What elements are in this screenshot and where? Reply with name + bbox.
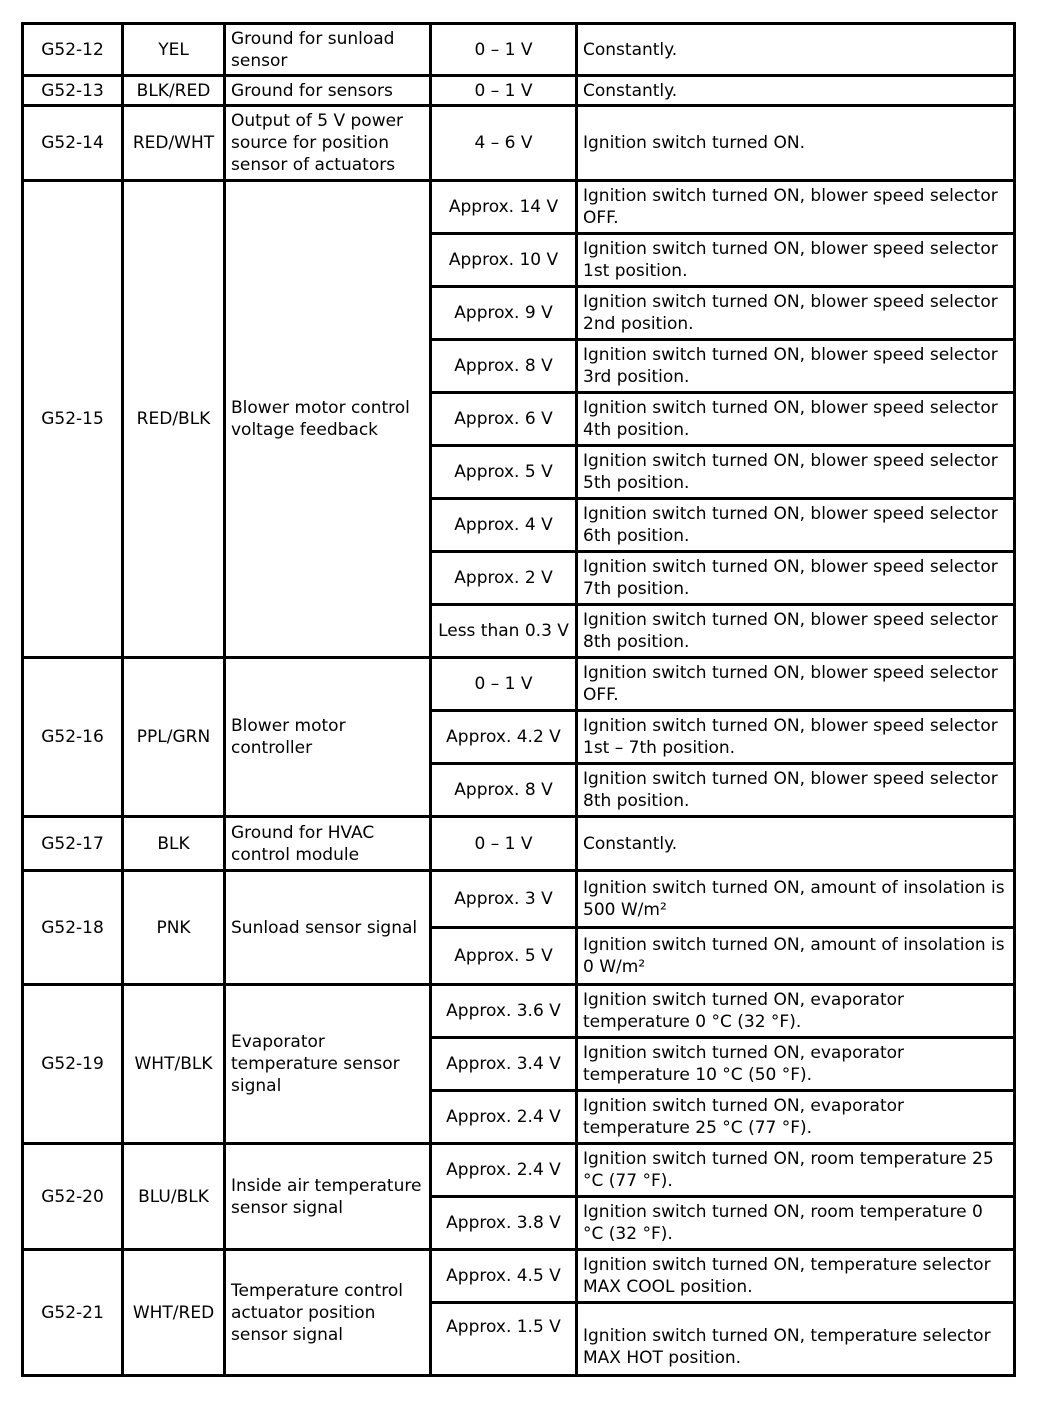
condition-cell: Ignition switch turned ON, blower speed selector 6th position.	[577, 499, 1015, 552]
table-row	[23, 76, 1015, 106]
voltage-cell: Less than 0.3 V	[431, 605, 577, 658]
condition-cell: Constantly.	[577, 817, 1015, 871]
voltage-cell: Approx. 4.5 V	[431, 1250, 577, 1303]
voltage-cell: Approx. 10 V	[431, 234, 577, 287]
condition-cell: Ignition switch turned ON, blower speed selector 1st – 7th position.	[577, 711, 1015, 764]
wire-color-cell: YEL	[123, 24, 225, 76]
table-row	[23, 871, 1015, 928]
description-cell: Inside air temperature sensor signal	[225, 1144, 431, 1250]
terminal-voltage-table	[21, 22, 1016, 1377]
terminal-cell: G52-21	[23, 1250, 123, 1376]
voltage-cell: 0 – 1 V	[431, 658, 577, 711]
wire-color-cell: PPL/GRN	[123, 658, 225, 817]
terminal-cell: G52-17	[23, 817, 123, 871]
voltage-cell: Approx. 8 V	[431, 340, 577, 393]
voltage-cell: Approx. 2 V	[431, 552, 577, 605]
condition-cell: Ignition switch turned ON, blower speed selector 2nd position.	[577, 287, 1015, 340]
description-cell: Output of 5 V power source for position sensor of actuators	[225, 106, 431, 181]
condition-cell: Ignition switch turned ON, amount of insolation is 500 W/m²	[577, 871, 1015, 928]
table-row	[23, 817, 1015, 871]
voltage-cell: 0 – 1 V	[431, 24, 577, 76]
table-row	[23, 985, 1015, 1038]
description-cell: Ground for sensors	[225, 76, 431, 106]
condition-cell: Ignition switch turned ON, blower speed selector 8th position.	[577, 605, 1015, 658]
condition-cell: Ignition switch turned ON, blower speed selector 7th position.	[577, 552, 1015, 605]
table-row	[23, 24, 1015, 76]
table-body	[23, 24, 1015, 1376]
voltage-cell: Approx. 3.4 V	[431, 1038, 577, 1091]
wire-color-cell: WHT/RED	[123, 1250, 225, 1376]
voltage-cell: Approx. 3 V	[431, 871, 577, 928]
voltage-cell: 0 – 1 V	[431, 76, 577, 106]
voltage-cell: 0 – 1 V	[431, 817, 577, 871]
condition-cell: Ignition switch turned ON, blower speed selector 8th position.	[577, 764, 1015, 817]
voltage-cell: Approx. 4 V	[431, 499, 577, 552]
voltage-cell: Approx. 4.2 V	[431, 711, 577, 764]
condition-cell: Ignition switch turned ON, temperature selector MAX COOL position.	[577, 1250, 1015, 1303]
condition-cell: Ignition switch turned ON, amount of insolation is 0 W/m²	[577, 928, 1015, 985]
wire-color-cell: RED/WHT	[123, 106, 225, 181]
condition-cell: Ignition switch turned ON, evaporator temperature 0 °C (32 °F).	[577, 985, 1015, 1038]
table-row	[23, 181, 1015, 234]
table-row	[23, 106, 1015, 181]
wire-color-cell: BLK	[123, 817, 225, 871]
terminal-cell: G52-18	[23, 871, 123, 985]
description-cell: Temperature control actuator position sensor signal	[225, 1250, 431, 1376]
voltage-cell: Approx. 2.4 V	[431, 1091, 577, 1144]
description-cell: Sunload sensor signal	[225, 871, 431, 985]
terminal-cell: G52-20	[23, 1144, 123, 1250]
voltage-cell: Approx. 9 V	[431, 287, 577, 340]
voltage-cell: Approx. 3.6 V	[431, 985, 577, 1038]
condition-cell: Ignition switch turned ON, evaporator temperature 10 °C (50 °F).	[577, 1038, 1015, 1091]
description-cell: Blower motor control voltage feedback	[225, 181, 431, 658]
voltage-cell: Approx. 5 V	[431, 928, 577, 985]
table-row	[23, 1144, 1015, 1197]
table-row	[23, 1250, 1015, 1303]
condition-cell: Ignition switch turned ON.	[577, 106, 1015, 181]
voltage-cell: 4 – 6 V	[431, 106, 577, 181]
condition-cell: Constantly.	[577, 76, 1015, 106]
voltage-cell: Approx. 1.5 V	[431, 1303, 577, 1376]
condition-cell: Constantly.	[577, 24, 1015, 76]
condition-cell: Ignition switch turned ON, blower speed selector 3rd position.	[577, 340, 1015, 393]
voltage-cell: Approx. 6 V	[431, 393, 577, 446]
terminal-cell: G52-19	[23, 985, 123, 1144]
condition-cell: Ignition switch turned ON, blower speed selector 5th position.	[577, 446, 1015, 499]
wire-color-cell: RED/BLK	[123, 181, 225, 658]
wire-color-cell: WHT/BLK	[123, 985, 225, 1144]
voltage-cell: Approx. 2.4 V	[431, 1144, 577, 1197]
voltage-cell: Approx. 14 V	[431, 181, 577, 234]
wire-color-cell: BLK/RED	[123, 76, 225, 106]
description-cell: Ground for sunload sensor	[225, 24, 431, 76]
terminal-cell: G52-16	[23, 658, 123, 817]
condition-cell: Ignition switch turned ON, room temperature 25 °C (77 °F).	[577, 1144, 1015, 1197]
condition-cell: Ignition switch turned ON, temperature selector MAX HOT position.	[577, 1303, 1015, 1376]
condition-cell: Ignition switch turned ON, blower speed selector OFF.	[577, 658, 1015, 711]
condition-cell: Ignition switch turned ON, blower speed selector 1st position.	[577, 234, 1015, 287]
condition-cell: Ignition switch turned ON, blower speed selector OFF.	[577, 181, 1015, 234]
terminal-cell: G52-15	[23, 181, 123, 658]
wire-color-cell: PNK	[123, 871, 225, 985]
terminal-cell: G52-12	[23, 24, 123, 76]
voltage-cell: Approx. 8 V	[431, 764, 577, 817]
wire-color-cell: BLU/BLK	[123, 1144, 225, 1250]
voltage-cell: Approx. 5 V	[431, 446, 577, 499]
description-cell: Evaporator temperature sensor signal	[225, 985, 431, 1144]
terminal-cell: G52-13	[23, 76, 123, 106]
description-cell: Blower motor controller	[225, 658, 431, 817]
condition-cell: Ignition switch turned ON, evaporator temperature 25 °C (77 °F).	[577, 1091, 1015, 1144]
condition-cell: Ignition switch turned ON, room temperature 0 °C (32 °F).	[577, 1197, 1015, 1250]
table-row	[23, 658, 1015, 711]
condition-cell: Ignition switch turned ON, blower speed selector 4th position.	[577, 393, 1015, 446]
voltage-cell: Approx. 3.8 V	[431, 1197, 577, 1250]
terminal-cell: G52-14	[23, 106, 123, 181]
description-cell: Ground for HVAC control module	[225, 817, 431, 871]
